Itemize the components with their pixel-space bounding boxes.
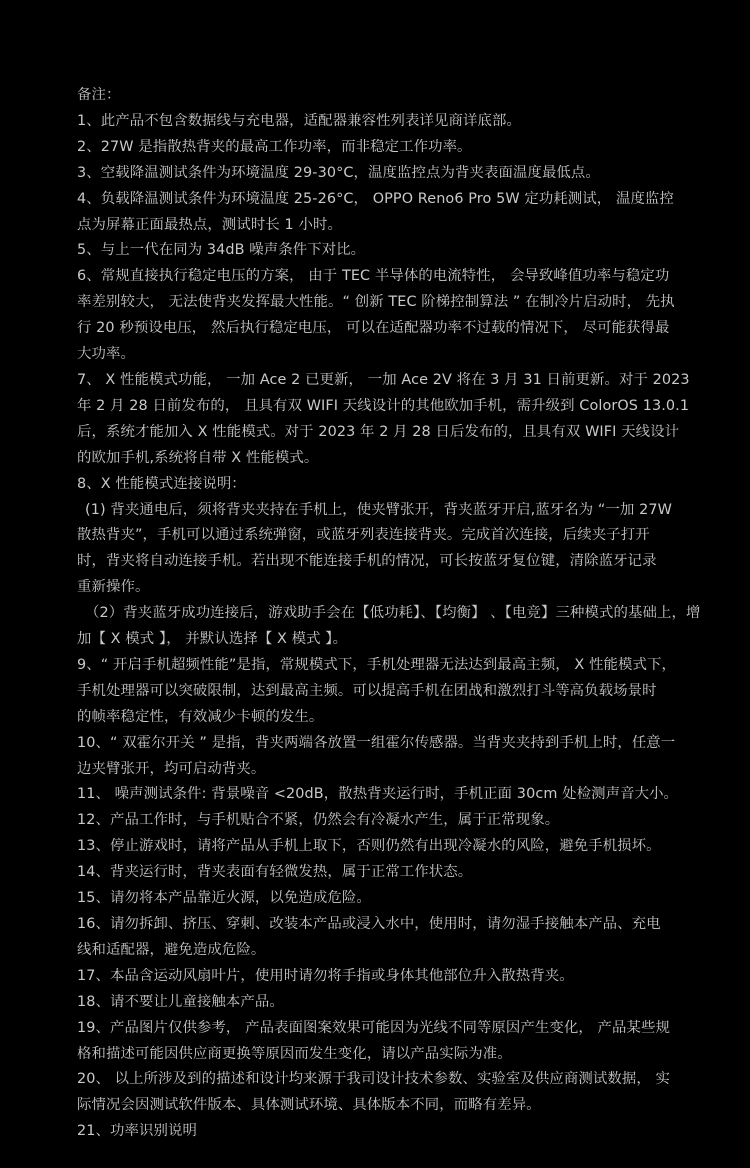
note-13: 13、停止游戏时，请将产品从手机上取下，否则仍然有出现冷凝水的风险，避免手机损坏。 [77,838,661,855]
note-16-line-1: 16、请勿拆卸、挤压、穿刺、改装本产品或浸入水中，使用时，请勿湿手接触本产品、充电 [77,916,661,932]
note-7-line-4: 的欧加手机,系统将自带 X 性能模式。 [77,449,319,466]
note-10-line-1: 10、“ 双霍尔开关 ” 是指，背夹两端各放置一组霍尔传感器。当背夹夹持到手机上时，任意一 [77,734,676,751]
note-19-line-1: 19、产品图片仅供参考， 产品表面图案效果可能因为光线不同等原因产生变化， 产品某些规 [77,1019,670,1036]
note-8-sub1-line-2: 散热背夹”，手机可以通过系统弹窗，或蓝牙列表连接背夹。完成首次连接，后续夹子打开 [77,527,650,544]
note-8-sub2-line-2: 加【 X 模式 】， 并默认选择【 X 模式 】。 [77,631,348,648]
note-1: 1、此产品不包含数据线与充电器，适配器兼容性列表详见商详底部。 [77,112,521,129]
note-4-line-2: 点为屏幕正面最热点，测试时长 1 小时。 [77,216,342,233]
note-8-heading: 8、X 性能模式连接说明： [77,475,246,492]
note-9-line-2: 手机处理器可以突破限制，达到最高主频。可以提高手机在团战和激烈打斗等高负载场景时 [77,682,657,699]
note-6-line-2: 率差别较大， 无法使背夹发挥最大性能。“ 创新 TEC 阶梯控制算法 ” 在制冷片启动时， 先执 [77,294,675,311]
note-10-line-2: 边夹臂张开，均可启动背夹。 [77,760,266,777]
note-3: 3、空载降温测试条件为环境温度 29-30°C，温度监控点为背夹表面温度最低点。 [77,164,600,181]
note-4-line-1: 4、负载降温测试条件为环境温度 25-26°C， OPPO Reno6 Pro 5W 定功耗测试， 温度监控 [77,190,674,207]
note-16-line-2: 线和适配器，避免造成危险。 [77,941,266,958]
note-18: 18、请不要让儿童接触本产品。 [77,993,284,1010]
note-21: 21、功率识别说明 [77,1123,197,1140]
note-7-line-2: 年 2 月 28 日前发布的， 且具有双 WIFI 天线设计的其他欧加手机，需升级到 ColorOS 13.0.1 [77,397,690,414]
notes-section [77,83,701,1145]
notes-heading: 备注： [77,87,121,103]
note-9-line-1: 9、“ 开启手机超频性能”是指，常规模式下，手机处理器无法达到最高主频， X 性能模式下， [77,656,676,673]
note-6-line-4: 大功率。 [77,346,135,363]
note-14: 14、背夹运行时，背夹表面有轻微发热，属于正常工作状态。 [77,864,473,881]
note-20-line-1: 20、 以上所涉及到的描述和设计均来源于我司设计技术参数、实验室及供应商测试数据， 实 [77,1071,670,1088]
note-5: 5、与上一代在同为 34dB 噪声条件下对比。 [77,242,366,259]
note-19-line-2: 格和描述可能因供应商更换等原因而发生变化，请以产品实际为准。 [77,1045,512,1062]
note-8-sub1-line-3: 时，背夹将自动连接手机。若出现不能连接手机的情况，可长按蓝牙复位键，清除蓝牙记录 [77,553,657,570]
note-6-line-3: 行 20 秒预设电压， 然后执行稳定电压， 可以在适配器功率不过载的情况下， 尽可能获得最 [77,320,670,337]
note-7-line-1: 7、 X 性能模式功能， 一加 Ace 2 已更新， 一加 Ace 2V 将在 3 月 31 日前更新。对于 2023 [77,371,690,388]
note-20-line-2: 际情况会因测试软件版本、具体测试环境、具体版本不同，而略有差异。 [77,1097,541,1114]
note-6-line-1: 6、常规直接执行稳定电压的方案， 由于 TEC 半导体的电流特性， 会导致峰值功率与稳定功 [77,268,670,285]
note-8-sub1-line-1: (1) 背夹通电后，须将背夹夹持在手机上，使夹臂张开，背夹蓝牙开启,蓝牙名为 “一加 27W [85,501,672,518]
note-8-sub1-line-4: 重新操作。 [77,579,150,596]
note-15: 15、请勿将本产品靠近火源，以免造成危险。 [77,890,371,907]
note-7-line-3: 后，系统才能加入 X 性能模式。对于 2023 年 2 月 28 日后发布的，且具有双 WIFI 天线设计 [77,423,680,440]
note-2: 2、27W 是指散热背夹的最高工作功率，而非稳定工作功率。 [77,138,472,155]
note-11: 11、 噪声测试条件: 背景噪音 <20dB，散热背夹运行时，手机正面 30cm 处检测声音大小。 [77,786,679,803]
note-17: 17、本品含运动风扇叶片，使用时请勿将手指或身体其他部位升入散热背夹。 [77,967,574,984]
note-12: 12、产品工作时，与手机贴合不紧，仍然会有冷凝水产生，属于正常现象。 [77,812,560,829]
note-8-sub2-line-1: （2）背夹蓝牙成功连接后，游戏助手会在【低功耗】、【均衡】 、【电竞】三种模式的基础上，增 [85,605,701,622]
note-9-line-3: 的帧率稳定性，有效减少卡顿的发生。 [77,708,324,725]
